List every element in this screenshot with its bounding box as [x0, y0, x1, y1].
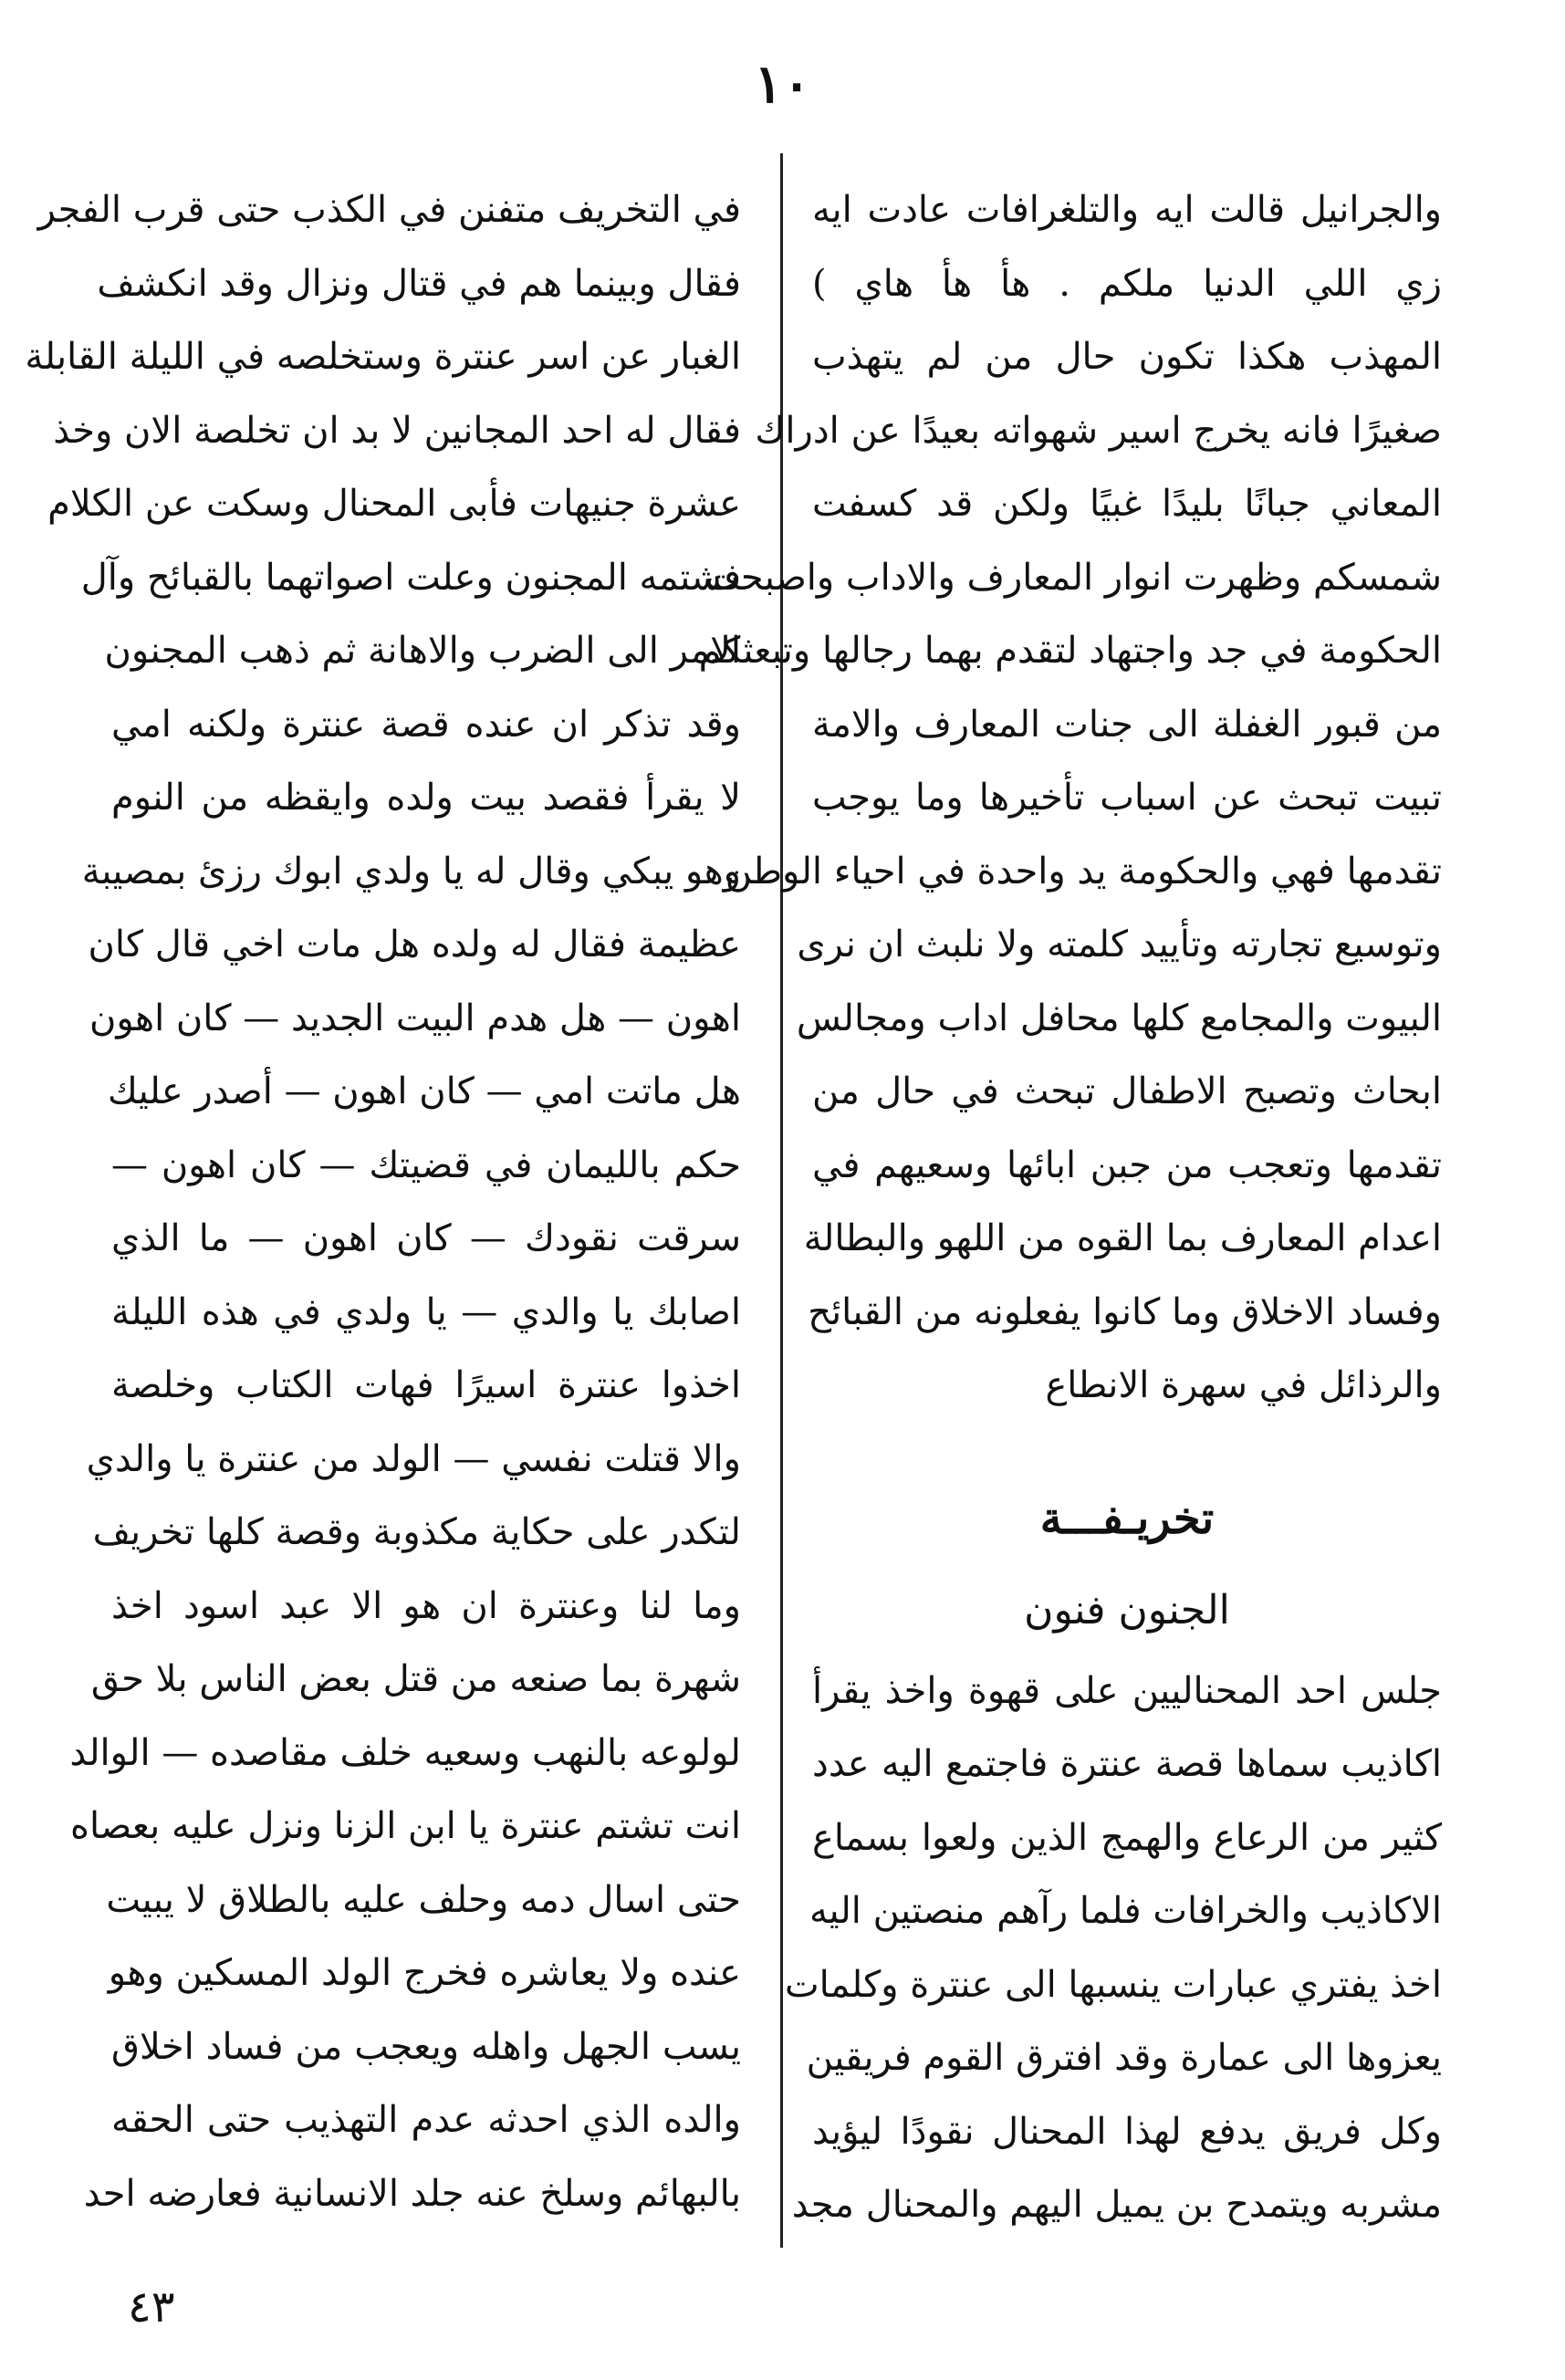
- text-line: لولوعه بالنهب وسعيه خلف مقاصده — الوالد: [69, 1731, 741, 1774]
- right-column-top-text: [698, 173, 1442, 1423]
- text-line: اكاذيب سماها قصة عنترة فاجتمع اليه عدد: [812, 1743, 1442, 1785]
- text-line: فشتمه المجنون وعلت اصواتهما بالقبائح وآل: [80, 556, 741, 599]
- text-line: شهرة بما صنعه من قتل بعض الناس بلا حق: [90, 1658, 741, 1700]
- text-line: المعاني جبانًا بليدًا غبيًا ولكن قد كسفت: [812, 483, 1442, 525]
- text-line: عظيمة فقال له ولده هل مات اخي قال كان: [88, 924, 741, 966]
- text-line: لتكدر على حكاية مكذوبة وقصة كلها تخريف: [92, 1511, 741, 1553]
- text-line: وقد تذكر ان عنده قصة عنترة ولكنه امي: [111, 703, 741, 746]
- left-column: [25, 173, 741, 2230]
- text-line: فقال وبينما هم في قتال ونزال وقد انكشف: [97, 262, 741, 305]
- text-line: شمسكم وظهرت انوار المعارف والاداب واصبحت: [704, 556, 1442, 599]
- text-line: جلس احد المحناليين على قهوة واخذ يقرأ: [812, 1669, 1442, 1712]
- text-line: يسب الجهل واهله ويعجب من فساد اخلاق: [111, 2025, 741, 2068]
- text-line: يعزوها الى عمارة وقد افترق القوم فريقين: [806, 2037, 1442, 2079]
- text-line: اعدام المعارف بما القوه من اللهو والبطالة: [803, 1217, 1442, 1259]
- text-line: وكل فريق يدفع لهذا المحنال نقودًا ليؤيد: [812, 2110, 1442, 2153]
- text-line: وفساد الاخلاق وما كانوا يفعلونه من القبائح: [808, 1290, 1442, 1333]
- text-line: حتى اسال دمه وحلف عليه بالطلاق لا يبيت: [106, 1878, 741, 1921]
- section-heading: تخريـفـــة: [1039, 1492, 1215, 1544]
- text-line: لا يقرأ فقصد بيت ولده وايقظه من النوم: [111, 777, 741, 819]
- text-line: من قبور الغفلة الى جنات المعارف والامة: [812, 703, 1442, 746]
- page-number: ١٠: [754, 53, 811, 115]
- right-column: [698, 173, 1442, 2242]
- text-line: اهون — هل هدم البيت الجديد — كان اهون: [89, 997, 741, 1039]
- section-spacer: [812, 1423, 1442, 1470]
- text-line: عشرة جنيهات فأبى المحنال وسكت عن الكلام: [47, 483, 741, 525]
- text-line: اصابك يا والدي — يا ولدي في هذه الليلة: [111, 1290, 741, 1333]
- text-line: الامر الى الضرب والاهانة ثم ذهب المجنون: [104, 630, 741, 672]
- text-line: حكم بالليمان في قضيتك — كان اهون —: [111, 1143, 741, 1186]
- text-line: الحكومة في جد واجتهاد لتقدم بهما رجالها وتبعثكم: [698, 630, 1442, 672]
- text-line: والا قتلت نفسي — الولد من عنترة يا والدي: [86, 1437, 741, 1480]
- text-line: زي اللي الدنيا ملكم . هأ هأ هاي ): [812, 262, 1442, 305]
- text-line: بالبهائم وسلخ عنه جلد الانسانية فعارضه احد: [83, 2172, 741, 2215]
- text-line: والده الذي احدثه عدم التهذيب حتى الحقه: [111, 2099, 741, 2141]
- text-line: تقدمها فهي والحكومة يد واحدة في احياء الوطن: [725, 850, 1442, 892]
- text-line: سرقت نقودك — كان اهون — ما الذي: [111, 1217, 741, 1259]
- text-line: والجرانيل قالت ايه والتلغرافات عادت ايه: [812, 189, 1442, 231]
- text-line: وما لنا وعنترة ان هو الا عبد اسود اخذ: [111, 1584, 741, 1627]
- text-line: اخذ يفتري عبارات ينسبها الى عنترة وكلمات: [785, 1963, 1442, 2006]
- section-subheading: الجنون فنون: [1024, 1586, 1230, 1634]
- text-line: اخذوا عنترة اسيرًا فهات الكتاب وخلصة: [111, 1364, 741, 1406]
- text-line: هل ماتت امي — كان اهون — أصدر عليك: [107, 1070, 741, 1112]
- text-line: الغبار عن اسر عنترة وستخلصه في الليلة القابلة: [25, 336, 741, 378]
- text-line: المهذب هكذا تكون حال من لم يتهذب: [812, 336, 1442, 378]
- footer-page-number: ٤٣: [128, 2281, 175, 2333]
- text-line: تقدمها وتعجب من جبن ابائها وسعيهم في: [812, 1143, 1442, 1186]
- text-line: صغيرًا فانه يخرج اسير شهواته بعيدًا عن ادراك: [755, 409, 1442, 452]
- text-line: تبيت تبحث عن اسباب تأخيرها وما يوجب: [812, 777, 1442, 819]
- text-line: انت تشتم عنترة يا ابن الزنا ونزل عليه بعصاه: [70, 1805, 741, 1847]
- text-line: والرذائل في سهرة الانطاع: [1045, 1364, 1442, 1406]
- text-line: في التخريف متفنن في الكذب حتى قرب الفجر: [37, 189, 741, 231]
- column-divider: [780, 153, 783, 2248]
- text-line: الاكاذيب والخرافات فلما رآهم منصتين اليه: [809, 1890, 1442, 1932]
- text-line: مشربه ويتمدح بن يميل اليهم والمحنال مجد: [791, 2184, 1442, 2226]
- text-line: وتوسيع تجارته وتأييد كلمته ولا نلبث ان نرى: [797, 924, 1442, 966]
- text-line: عنده ولا يعاشره فخرج الولد المسكين وهو: [108, 1952, 741, 1994]
- right-column-bottom-text: [785, 1655, 1442, 2242]
- text-line: فقال له احد المجانين لا بد ان تخلصة الان وخذ: [53, 409, 741, 452]
- text-line: ابحاث وتصبح الاطفال تبحث في حال من: [812, 1070, 1442, 1112]
- text-line: كثير من الرعاع والهمج الذين ولعوا بسماع: [812, 1816, 1442, 1859]
- text-line: وهو يبكي وقال له يا ولدي ابوك رزئ بمصيبة: [81, 850, 741, 892]
- text-line: البيوت والمجامع كلها محافل اداب ومجالس: [796, 997, 1442, 1039]
